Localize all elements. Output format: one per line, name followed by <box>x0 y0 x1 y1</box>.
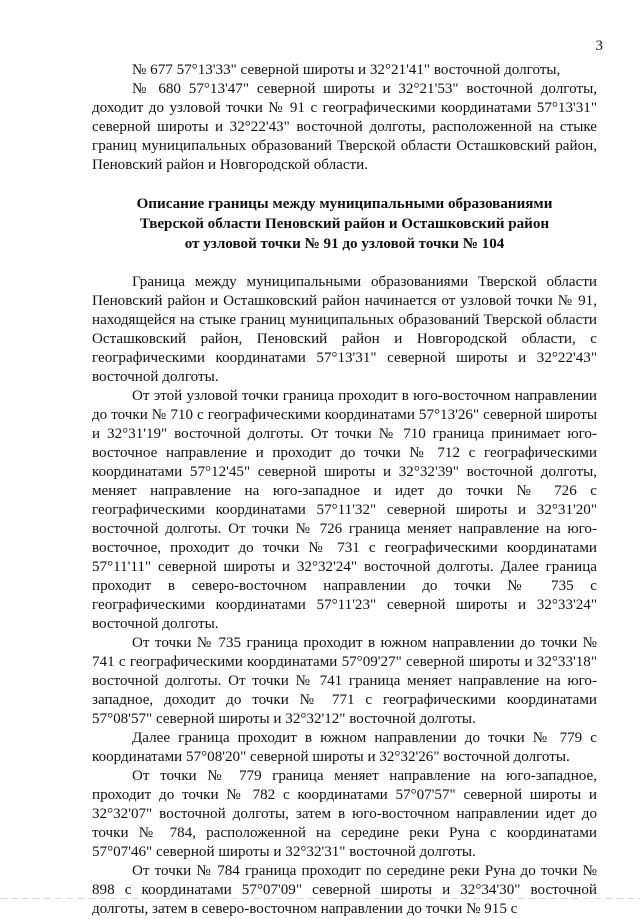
spacer <box>92 175 597 194</box>
heading-line-2: Тверской области Пеновский район и Осташковский район <box>139 216 550 232</box>
paragraph-point-677: № 677 57°13'33" северной широты и 32°21'41" восточной долготы, <box>132 62 561 78</box>
page-number: 3 <box>595 38 603 54</box>
paragraph-to-point-779: Далее граница проходит в южном направлении до точки № 779 с координатами 57°08'20" северной широты и 32°32'26" восточной долготы. <box>92 730 597 765</box>
paragraph-from-node-91: От этой узловой точки граница проходит в юго-восточном направлении до точки № 710 с географическими координатами 57°13'26" северной широты и 32°31'19" восточной долготы. От точки № 710 граница принимает юго-восточное направление и проходит до точки № 712 с географическими координатами 57°12'45" северной широты и 32°32'39" восточной долготы, меняет направление на юго-западное и идет до точки № 726 с географическими координатами 57°11'32" северной широты и 32°31'20" восточной долготы. От точки № 726 граница меняет направление на юго-восточное, проходит до точки № 731 с географическими координатами 57°11'11" северной широты и 32°32'24" восточной долготы. Далее граница проходит в северо-восточном направлении до точки № 735 с географическими координатами 57°11'23" северной широты и 32°33'24" восточной долготы. <box>92 388 597 632</box>
paragraph-from-point-735: От точки № 735 граница проходит в южном направлении до точки № 741 с географическими координатами 57°09'27" северной широты и 32°33'18" восточной долготы. От точки № 741 граница меняет направление на юго-западное, доходит до точки № 771 с географическими координатами 57°08'57" северной широты и 32°32'12" восточной долготы. <box>92 635 597 727</box>
document-body <box>92 61 597 919</box>
heading-line-3: от узловой точки № 91 до узловой точки № 104 <box>184 236 505 252</box>
heading-line-1: Описание границы между муниципальными образованиями <box>136 196 553 212</box>
section-heading <box>92 194 597 254</box>
paragraph-from-point-784: От точки № 784 граница проходит по середине реки Руна до точки № 898 с координатами 57°07'09" северной широты и 32°34'30" восточной долготы, затем в северо-восточном направлении до точки № 915 с <box>92 863 597 917</box>
paragraph-boundary-start: Граница между муниципальными образованиями Тверской области Пеновский район и Осташковский район начинается от узловой точки № 91, находящейся на стыке границ муниципальных образований Тверской области Осташковский район, Пеновский район и Новгородской области, с географическими координатами 57°13'31" северной широты и 32°22'43" восточной долготы. <box>92 274 597 385</box>
scan-artifact-line <box>0 898 640 899</box>
paragraph-from-point-779: От точки № 779 граница меняет направление на юго-западное, проходит до точки № 782 с координатами 57°07'57" северной широты и 32°32'07" восточной долготы, затем в юго-восточном направлении идет до точки № 784, расположенной на середине реки Руна с координатами 57°07'46" северной широты и 32°32'31" восточной долготы. <box>92 768 597 860</box>
paragraph-point-680: № 680 57°13'47" северной широты и 32°21'53" восточной долготы, доходит до узловой точки № 91 с географическими координатами 57°13'31" северной широты и 32°22'43" восточной долготы, расположенной на стыке границ муниципальных образований Тверской области Осташковский район, Пеновский район и Новгородской области. <box>92 81 597 173</box>
